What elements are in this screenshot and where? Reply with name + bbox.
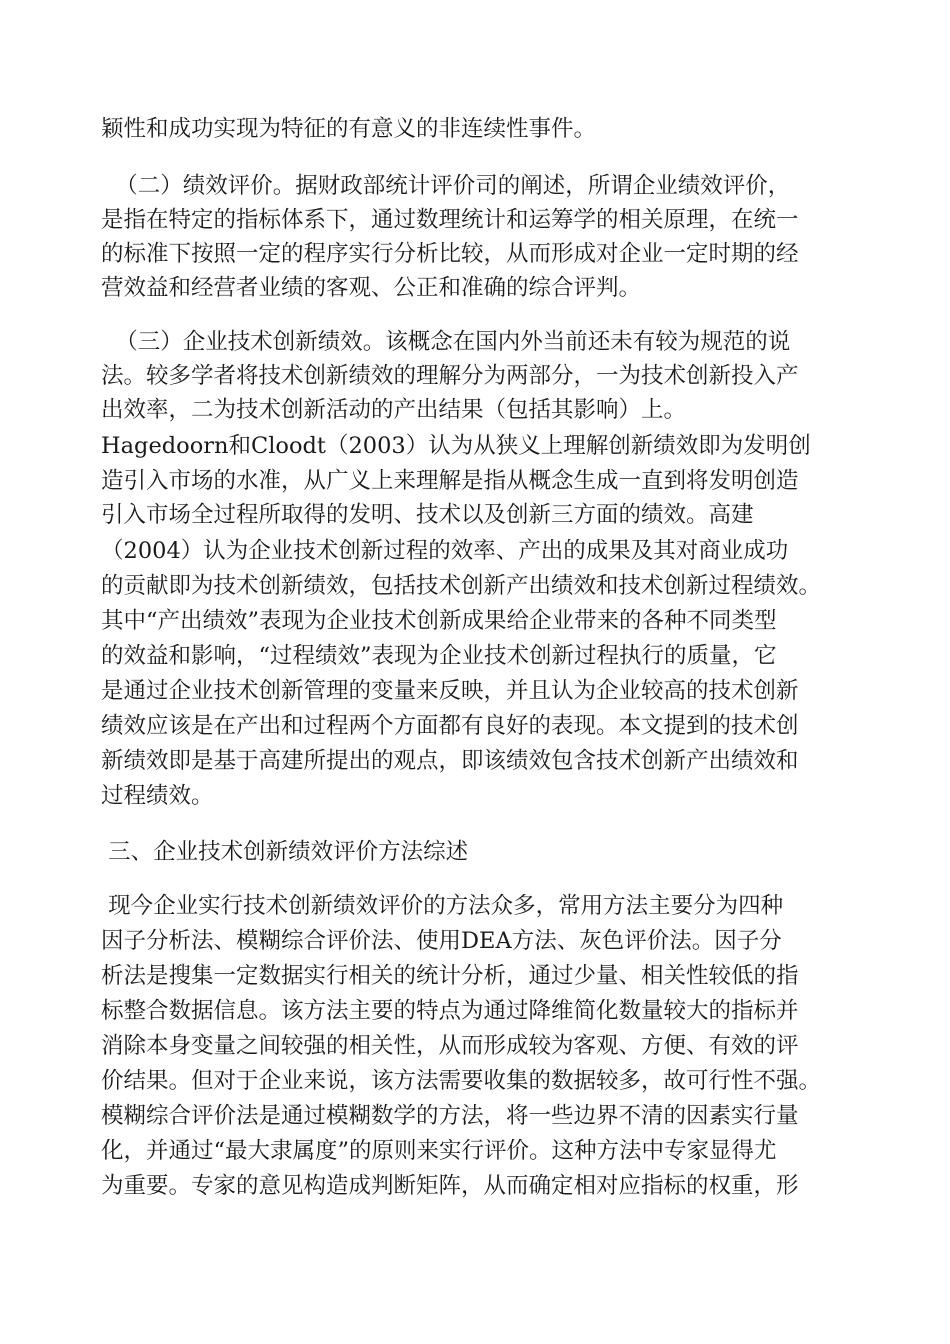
text-line: 消除本身变量之间较强的相关性，从而形成较为客观、方便、有效的评 xyxy=(101,1033,799,1059)
text-line: 价结果。但对于企业来说，该方法需要收集的数据较多，故可行性不强。 xyxy=(101,1068,822,1094)
section-heading: 三、企业技术创新绩效评价方法综述 xyxy=(101,839,469,865)
text-line: 引入市场全过程所取得的发明、技术以及创新三方面的绩效。高建 xyxy=(101,502,754,528)
text-line: （二）绩效评价。据财政部统计评价司的阐述，所谓企业绩效评价， xyxy=(101,173,791,199)
text-line: 的效益和影响，“过程绩效”表现为企业技术创新过程执行的质量，它 xyxy=(101,643,777,669)
text-line: 是通过企业技术创新管理的变量来反映，并且认为企业较高的技术创新 xyxy=(101,678,799,704)
text-line: 标整合数据信息。该方法主要的特点为通过降维简化数量较大的指标并 xyxy=(101,998,799,1024)
text-line: 其中“产出绩效”表现为企业技术创新成果给企业带来的各种不同类型 xyxy=(101,608,777,634)
text-line: 的贡献即为技术创新绩效，包括技术创新产出绩效和技术创新过程绩效。 xyxy=(101,573,822,599)
text-line: 是指在特定的指标体系下，通过数理统计和运筹学的相关原理，在统一 xyxy=(101,207,799,233)
text-line: 出效率，二为技术创新活动的产出结果（包括其影响）上。 xyxy=(101,397,687,423)
text-line: 析法是搜集一定数据实行相关的统计分析，通过少量、相关性较低的指 xyxy=(101,963,799,989)
text-line: 因子分析法、模糊综合评价法、使用DEA方法、灰色评价法。因子分 xyxy=(101,928,782,954)
text-line: 法。较多学者将技术创新绩效的理解分为两部分，一为技术创新投入产 xyxy=(101,363,799,389)
text-line: 现今企业实行技术创新绩效评价的方法众多，常用方法主要分为四种 xyxy=(101,893,784,919)
text-line: 造引入市场的水准，从广义上来理解是指从概念生成一直到将发明创造 xyxy=(101,468,799,494)
text-line: 化，并通过“最大隶属度”的原则来实行评价。这种方法中专家显得尤 xyxy=(101,1138,777,1164)
text-line: 为重要。专家的意见构造成判断矩阵，从而确定相对应指标的权重，形 xyxy=(101,1173,799,1199)
text-line: 过程绩效。 xyxy=(101,783,214,809)
text-line: 颖性和成功实现为特征的有意义的非连续性事件。 xyxy=(101,116,597,142)
text-line: 模糊综合评价法是通过模糊数学的方法，将一些边界不清的因素实行量 xyxy=(101,1103,799,1129)
text-line: （2004）认为企业技术创新过程的效率、产出的成果及其对商业成功 xyxy=(101,538,789,564)
text-line: 绩效应该是在产出和过程两个方面都有良好的表现。本文提到的技术创 xyxy=(101,713,799,739)
text-line: 新绩效即是基于高建所提出的观点，即该绩效包含技术创新产出绩效和 xyxy=(101,748,799,774)
text-line: Hagedoorn和Cloodt（2003）认为从狭义上理解创新绩效即为发明创 xyxy=(101,433,811,459)
text-line: 营效益和经营者业绩的客观、公正和准确的综合评判。 xyxy=(101,275,642,301)
text-line: 的标准下按照一定的程序实行分析比较，从而形成对企业一定时期的经 xyxy=(101,241,799,267)
text-line: （三）企业技术创新绩效。该概念在国内外当前还未有较为规范的说 xyxy=(101,329,791,355)
